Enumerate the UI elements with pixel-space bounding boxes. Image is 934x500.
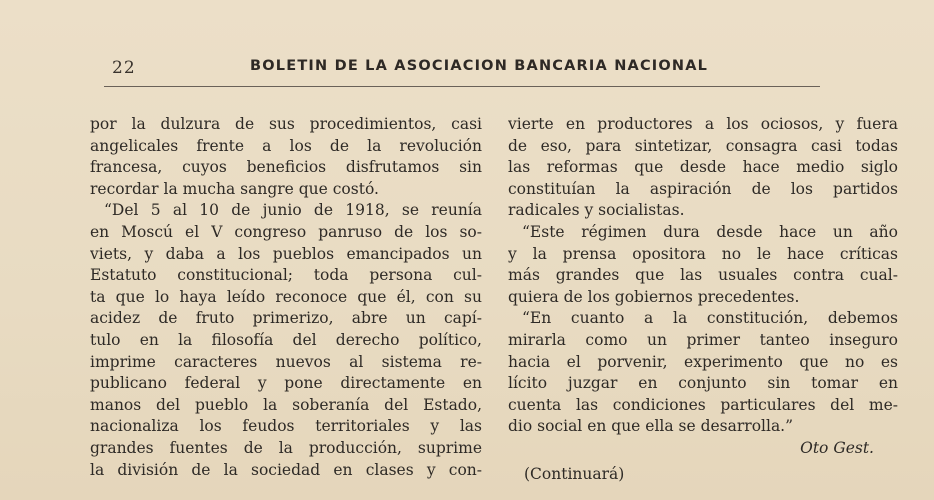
text-line: angelicales frente a los de la revolución (90, 136, 482, 155)
text-line: por la dulzura de sus procedimientos, casi (90, 115, 482, 133)
text-line: la división de la sociedad en clases y con- (90, 460, 482, 479)
text-line: y la prensa opositora no le hace críticas (508, 244, 898, 263)
continuation-note: (Continuará) (524, 464, 625, 483)
text-line: Estatuto constitucional; toda persona cul- (90, 266, 482, 285)
text-line: ta que lo haya leído reconoce que él, con su (90, 287, 482, 306)
text-line: tulo en la filosofía del derecho político, (90, 330, 482, 349)
text-line: más grandes que las usuales contra cual- (508, 266, 898, 285)
text-line: manos del pueblo la soberanía del Estado, (90, 395, 482, 414)
text-line: vierte en productores a los ociosos, y fuera (508, 115, 898, 133)
text-line: nacionaliza los feudos territoriales y las (90, 417, 482, 436)
page-number: 22 (112, 58, 136, 78)
right-column (508, 114, 898, 485)
text-line: imprime caracteres nuevos al sistema re- (90, 352, 482, 371)
text-line: lícito juzgar en conjunto sin tomar en (508, 374, 898, 393)
text-line: grandes fuentes de la producción, suprime (90, 438, 482, 457)
text-line: acidez de fruto primerizo, abre un capí- (90, 309, 482, 328)
text-line: mirarla como un primer tanteo inseguro (508, 330, 898, 349)
text-line: en Moscú el V congreso panruso de los so- (90, 222, 482, 241)
text-line: “Del 5 al 10 de junio de 1918, se reunía (104, 201, 482, 220)
text-line: constituían la aspiración de los partidos (508, 179, 898, 198)
text-line: radicales y socialistas. (508, 201, 685, 220)
text-line: viets, y daba a los pueblos emancipados un (90, 244, 482, 263)
header-rule (104, 86, 820, 87)
text-line: dio social en que ella se desarrolla.” (508, 417, 794, 436)
author-signature: Oto Gest. (800, 438, 874, 457)
page-header (0, 56, 934, 84)
text-line: las reformas que desde hace medio siglo (508, 158, 898, 177)
text-line: “En cuanto a la constitución, debemos (522, 309, 898, 328)
text-line: “Este régimen dura desde hace un año (522, 222, 898, 241)
text-line: hacia el porvenir, experimento que no es (508, 352, 898, 371)
text-line: francesa, cuyos beneficios disfrutamos sin (90, 158, 482, 177)
left-column (90, 114, 482, 481)
text-line: de eso, para sintetizar, consagra casi todas (508, 136, 898, 155)
running-title: BOLETIN DE LA ASOCIACION BANCARIA NACIONAL (250, 58, 709, 74)
text-line: publicano federal y pone directamente en (90, 374, 482, 393)
text-line: recordar la mucha sangre que costó. (90, 179, 379, 198)
text-line: cuenta las condiciones particulares del me- (508, 395, 898, 414)
text-line: quiera de los gobiernos precedentes. (508, 287, 800, 306)
